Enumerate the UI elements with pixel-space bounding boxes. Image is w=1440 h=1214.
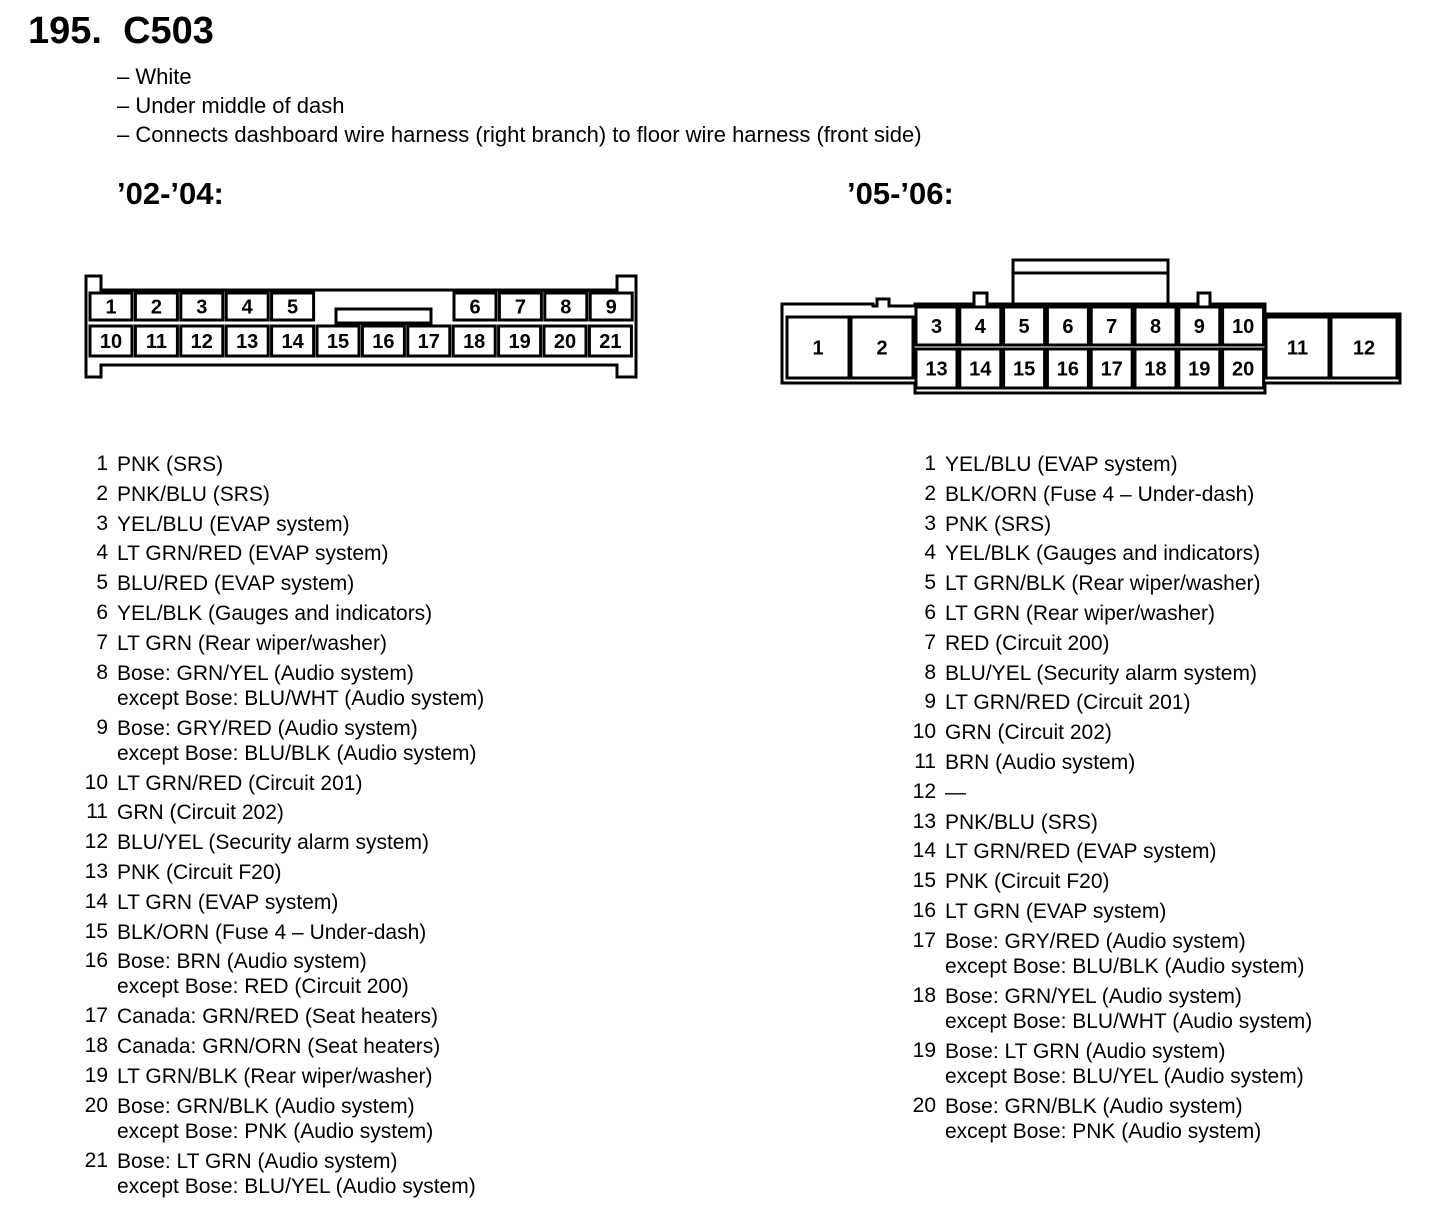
terminal-number: 16 <box>372 331 395 353</box>
pin-entry <box>60 949 409 999</box>
pin-description <box>945 810 1098 835</box>
pin-description-line: Bose: GRY/RED (Audio system) <box>117 716 418 740</box>
pin-description-line: BLU/YEL (Security alarm system) <box>945 661 1257 685</box>
pin-number: 14 <box>84 889 108 913</box>
pin-description-line: LT GRN (EVAP system) <box>945 900 1167 923</box>
pin-description-line: except Bose: BLU/YEL (Audio system) <box>117 1174 476 1198</box>
pin-number: 17 <box>84 1004 108 1028</box>
pin-description-line: Bose: GRN/YEL (Audio system) <box>945 984 1242 1008</box>
terminal-number: 8 <box>1149 316 1162 338</box>
terminal-number: 2 <box>150 296 162 319</box>
terminal-number: 10 <box>1231 316 1255 338</box>
pin-description <box>945 839 1217 864</box>
terminal-number: 20 <box>553 331 577 353</box>
pin-description <box>117 601 432 626</box>
terminal-number: 18 <box>463 331 486 353</box>
terminal-number: 6 <box>469 296 481 319</box>
pin-description <box>945 984 1312 1034</box>
pin-entry <box>60 1064 432 1089</box>
pin-description <box>117 1094 433 1144</box>
pin-description-line: YEL/BLU (EVAP system) <box>117 512 350 536</box>
pin-description-line: GRN (Circuit 202) <box>945 721 1112 745</box>
pin-description <box>945 1039 1304 1089</box>
connector-diagrams <box>0 0 1440 420</box>
pin-entry <box>888 571 1260 596</box>
pin-entry <box>60 771 362 796</box>
pin-entry <box>60 1004 438 1029</box>
terminal-number: 16 <box>1056 358 1080 381</box>
pin-description-line: LT GRN/RED (Circuit 201) <box>117 771 363 795</box>
pin-description <box>945 720 1112 745</box>
terminal-number: 15 <box>1012 358 1036 381</box>
pin-description <box>945 631 1110 656</box>
pin-description <box>945 899 1166 924</box>
pin-number: 15 <box>912 869 936 893</box>
variant-label-05-06: ’05-’06: <box>847 176 954 211</box>
pin-description-line: PNK/BLU (SRS) <box>945 810 1098 834</box>
pin-number: 10 <box>84 770 108 794</box>
pin-entry <box>888 661 1257 686</box>
terminal-number: 9 <box>1193 316 1205 338</box>
pin-number: 14 <box>912 839 936 863</box>
pin-entry <box>60 571 354 596</box>
pin-description <box>117 1004 438 1029</box>
pin-number: 17 <box>912 928 936 952</box>
pin-number: 9 <box>924 690 936 714</box>
pin-description <box>117 920 426 945</box>
pin-description-line: LT GRN/RED (Circuit 201) <box>945 691 1191 715</box>
pin-number: 20 <box>912 1093 936 1117</box>
pin-description-line: YEL/BLK (Gauges and indicators) <box>117 602 433 625</box>
pin-description-line: except Bose: BLU/BLK (Audio system) <box>117 741 477 765</box>
pin-number: 8 <box>96 660 108 684</box>
pin-description <box>945 869 1110 894</box>
terminal-number: 12 <box>190 331 213 353</box>
pin-description <box>117 512 350 537</box>
terminal-number: 17 <box>417 331 440 353</box>
pin-entry <box>60 541 389 566</box>
pin-number: 6 <box>924 601 936 624</box>
pin-description-line: Bose: LT GRN (Audio system) <box>117 1149 398 1173</box>
pin-description <box>945 661 1257 686</box>
pin-description-line: YEL/BLK (Gauges and indicators) <box>945 542 1261 566</box>
pin-description-line: LT GRN/RED (EVAP system) <box>117 542 389 566</box>
terminal-number: 4 <box>241 296 253 319</box>
pin-description-line: except Bose: PNK (Audio system) <box>945 1119 1262 1143</box>
pin-description <box>117 716 477 766</box>
pin-description-line: PNK (Circuit F20) <box>945 870 1110 894</box>
terminal-number: 15 <box>326 331 350 353</box>
connector-index: 195. <box>28 10 102 52</box>
terminal-number: 21 <box>599 331 622 353</box>
pin-description-line: Bose: GRY/RED (Audio system) <box>945 929 1246 953</box>
pin-description-line: LT GRN/BLK (Rear wiper/washer) <box>117 1065 433 1088</box>
terminal-number: 17 <box>1100 358 1123 381</box>
pin-entry <box>888 452 1178 477</box>
pin-description <box>117 1034 440 1059</box>
pin-number: 1 <box>96 452 108 475</box>
pin-description-line: except Bose: BLU/YEL (Audio system) <box>945 1064 1304 1088</box>
pin-entry <box>60 452 223 477</box>
pin-description-line: BLU/RED (EVAP system) <box>117 572 355 596</box>
note-connects: – Connects dashboard wire harness (right branch) to floor wire harness (front side) <box>117 122 922 147</box>
pin-entry <box>888 810 1098 835</box>
pin-number: 20 <box>84 1093 108 1117</box>
pin-number: 6 <box>96 601 108 624</box>
pin-number: 11 <box>914 750 936 773</box>
pin-description-line: Canada: GRN/RED (Seat heaters) <box>117 1005 438 1029</box>
pin-number: 3 <box>924 511 936 535</box>
pin-description-line: Bose: GRN/YEL (Audio system) <box>117 661 414 685</box>
pin-entry <box>888 839 1217 864</box>
pin-description-line: Bose: BRN (Audio system) <box>117 950 367 974</box>
terminal-number: 20 <box>1231 358 1255 381</box>
terminal-number: 12 <box>1352 337 1376 360</box>
pin-entry <box>60 860 282 885</box>
pin-description <box>945 780 966 805</box>
pin-entry <box>60 631 387 656</box>
pin-number: 11 <box>86 800 108 824</box>
terminal-number: 14 <box>969 358 992 381</box>
pin-number: 12 <box>912 779 936 803</box>
pin-description-line: LT GRN/RED (EVAP system) <box>945 840 1217 864</box>
pin-description-line: LT GRN (Rear wiper/washer) <box>945 602 1215 625</box>
pin-description <box>117 571 354 596</box>
terminal-number: 11 <box>145 331 167 353</box>
terminal-number: 13 <box>236 331 259 353</box>
terminal-number: 11 <box>1286 337 1309 360</box>
pin-number: 3 <box>96 511 108 535</box>
pin-entry <box>888 512 1051 537</box>
pin-description <box>117 890 338 915</box>
locking-tab <box>336 309 431 323</box>
pin-description-line: PNK (Circuit F20) <box>117 861 282 884</box>
pin-description <box>945 541 1260 566</box>
pin-description <box>117 860 282 885</box>
pin-entry <box>60 1094 433 1144</box>
pin-description <box>945 512 1051 537</box>
pin-entry <box>888 750 1135 775</box>
pin-description-line: BLU/YEL (Security alarm system) <box>117 831 429 855</box>
pin-description <box>945 690 1190 715</box>
terminal-number: 14 <box>281 331 304 353</box>
pin-description-line: YEL/BLU (EVAP system) <box>945 453 1178 476</box>
note-location: – Under middle of dash <box>117 93 345 118</box>
pin-entry <box>888 1094 1261 1144</box>
pin-entry <box>888 720 1112 745</box>
pin-entry <box>60 1034 440 1059</box>
pin-entry <box>60 716 477 766</box>
pin-entry <box>888 631 1110 656</box>
pin-entry <box>888 690 1190 715</box>
pin-number: 13 <box>912 809 936 833</box>
pin-number: 9 <box>96 715 108 739</box>
pin-description-line: PNK (SRS) <box>945 512 1052 536</box>
terminal-number: 1 <box>812 337 824 360</box>
pin-description <box>945 482 1254 507</box>
pin-description-line: except Bose: RED (Circuit 200) <box>117 975 409 999</box>
connector-face-05-06 <box>782 260 1400 393</box>
pin-entry <box>60 601 432 626</box>
pin-description <box>945 571 1260 596</box>
terminal-number: 5 <box>1018 316 1030 338</box>
terminal-number: 19 <box>1188 358 1211 381</box>
terminal-number: 5 <box>287 296 299 319</box>
pin-entry <box>60 512 350 537</box>
terminal-number: 4 <box>974 316 986 338</box>
pin-entry <box>888 929 1305 979</box>
terminal-number: 2 <box>876 337 888 360</box>
pin-description-line: GRN (Circuit 202) <box>117 801 284 825</box>
pin-number: 2 <box>924 481 936 505</box>
pin-description <box>945 750 1135 775</box>
pin-entry <box>60 482 270 507</box>
pin-description <box>945 929 1305 979</box>
terminal-number: 9 <box>605 296 617 319</box>
pin-description-line: except Bose: BLU/WHT (Audio system) <box>945 1009 1313 1033</box>
pin-number: 16 <box>912 899 936 922</box>
pin-description <box>117 949 409 999</box>
pin-number: 19 <box>84 1064 108 1087</box>
pin-description <box>117 482 270 507</box>
terminal-number: 3 <box>930 316 943 338</box>
pin-entry <box>888 601 1215 626</box>
terminal-number: 1 <box>105 296 117 319</box>
terminal-number: 19 <box>508 331 531 353</box>
pin-number: 5 <box>924 571 936 595</box>
pin-description-line: LT GRN (Rear wiper/washer) <box>117 631 387 655</box>
pin-entry <box>888 984 1312 1034</box>
variant-label-02-04: ’02-’04: <box>117 176 224 211</box>
terminal-number: 13 <box>925 358 948 381</box>
pin-number: 18 <box>84 1034 108 1058</box>
pin-number: 7 <box>924 630 936 654</box>
locking-tab <box>1013 260 1168 304</box>
pin-description-line: Bose: GRN/BLK (Audio system) <box>945 1094 1243 1118</box>
pin-description <box>117 631 387 656</box>
note-color: – White <box>117 64 192 89</box>
pin-entry <box>60 661 484 711</box>
terminal-number: 10 <box>99 331 123 353</box>
pin-description-line: LT GRN/BLK (Rear wiper/washer) <box>945 572 1261 596</box>
connector-id: C503 <box>123 10 214 52</box>
pin-number: 7 <box>96 630 108 654</box>
pin-description <box>117 541 389 566</box>
pin-entry <box>60 890 338 915</box>
pin-description <box>945 601 1215 626</box>
terminal-number: 18 <box>1144 358 1167 381</box>
pin-description-line: except Bose: BLU/BLK (Audio system) <box>945 954 1305 978</box>
pin-description <box>945 1094 1261 1144</box>
pin-entry <box>888 541 1260 566</box>
pin-description-line: LT GRN (EVAP system) <box>117 890 339 914</box>
pin-number: 5 <box>96 571 108 595</box>
pin-description-line: RED (Circuit 200) <box>945 631 1110 655</box>
pin-number: 10 <box>912 720 936 744</box>
terminal-number: 8 <box>560 296 572 319</box>
pin-description-line: PNK (SRS) <box>117 453 224 476</box>
pin-entry <box>888 482 1254 507</box>
pin-description-line: BLK/ORN (Fuse 4 – Under-dash) <box>945 482 1255 506</box>
pin-entry <box>60 1149 476 1199</box>
pin-description <box>117 1064 432 1089</box>
pin-description <box>117 830 429 855</box>
pin-description-line: Canada: GRN/ORN (Seat heaters) <box>117 1035 441 1059</box>
pin-description-line: BRN (Audio system) <box>945 751 1136 774</box>
terminal-number: 7 <box>514 296 526 319</box>
pin-description-line: BLK/ORN (Fuse 4 – Under-dash) <box>117 920 427 944</box>
pin-number: 4 <box>96 541 108 565</box>
pin-description-line: except Bose: BLU/WHT (Audio system) <box>117 686 485 710</box>
pin-entry <box>888 1039 1304 1089</box>
pin-number: 2 <box>96 481 108 505</box>
pin-description-line: PNK/BLU (SRS) <box>117 482 270 506</box>
pin-number: 13 <box>84 860 108 883</box>
pin-number: 21 <box>84 1148 108 1172</box>
terminal-number: 3 <box>196 296 208 319</box>
pin-entry <box>888 780 966 805</box>
pin-number: 16 <box>84 949 108 973</box>
terminal-number: 6 <box>1062 316 1074 338</box>
pin-entry <box>888 899 1166 924</box>
pin-description-line: except Bose: PNK (Audio system) <box>117 1119 434 1143</box>
connector-face-02-04 <box>86 276 636 377</box>
pin-description <box>117 800 284 825</box>
pin-description <box>945 452 1178 477</box>
pin-description-line: Bose: LT GRN (Audio system) <box>945 1039 1226 1063</box>
pin-number: 15 <box>84 919 108 943</box>
pin-description-line: Bose: GRN/BLK (Audio system) <box>117 1094 415 1118</box>
pin-number: 12 <box>84 830 108 854</box>
pin-description <box>117 771 362 796</box>
pin-number: 4 <box>924 541 936 565</box>
pin-description <box>117 661 484 711</box>
pin-entry <box>60 800 284 825</box>
terminal-number: 7 <box>1106 316 1118 338</box>
pin-entry <box>60 830 429 855</box>
pin-description-line: — <box>945 780 966 804</box>
pin-number: 19 <box>912 1038 936 1062</box>
pin-description <box>117 1149 476 1199</box>
pin-number: 1 <box>924 452 936 475</box>
pin-number: 8 <box>924 660 936 684</box>
pin-description <box>117 452 223 477</box>
pin-entry <box>888 869 1110 894</box>
pin-number: 18 <box>912 983 936 1007</box>
pin-entry <box>60 920 426 945</box>
